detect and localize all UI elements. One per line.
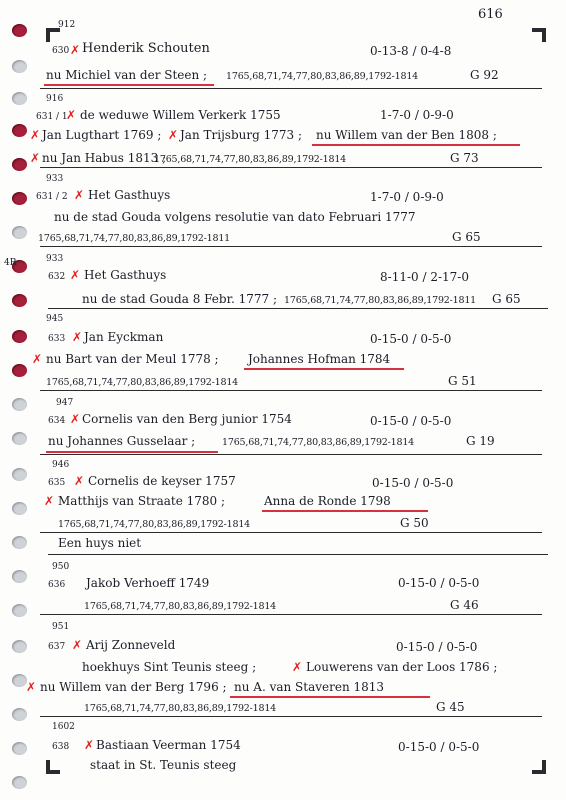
red-underline [244,368,404,370]
corner-marker [532,760,546,774]
cross-mark: ✗ [168,128,179,142]
entry-years: 1765,68,71,74,77,80,83,86,89,1792-1814 [226,71,419,82]
ruled-line [40,88,542,89]
cross-mark: ✗ [44,494,55,508]
entry-number: 638 [52,742,70,752]
entry-line: nu Bart van der Meul 1778 ; [46,352,219,366]
entry-name: Arij Zonneveld [86,638,176,652]
entry-ref: 946 [52,460,70,470]
binding-hole [12,640,27,653]
entry-values: 0-15-0 / 0-5-0 [372,476,454,490]
binding-hole [12,742,27,755]
entry-number: 630 [52,46,70,56]
entry-name: Bastiaan Veerman 1754 [96,738,241,752]
red-underline [312,144,520,146]
entry-line: nu Johannes Gusselaar ; [48,434,196,448]
entry-line: nu de stad Gouda 8 Febr. 1777 ; [82,292,278,306]
entry-values: 0-15-0 / 0-5-0 [398,740,480,754]
entry-line: nu Willem van der Ben 1808 ; [316,128,497,142]
red-underline [44,84,214,86]
binding-hole [12,294,27,307]
binding-hole [12,226,27,239]
cross-mark: ✗ [74,474,85,488]
margin-mark: 4R [4,258,17,268]
binding-hole [12,398,27,411]
entry-name: Henderik Schouten [82,41,210,56]
corner-marker [532,28,546,42]
binding-hole [12,60,27,73]
ruled-line [48,308,548,309]
entry-ref: 916 [46,94,64,104]
cross-mark: ✗ [74,188,85,202]
cross-mark: ✗ [292,660,303,674]
entry-name: Het Gasthuys [88,188,171,202]
entry-line: nu Willem van der Berg 1796 ; [40,680,227,694]
entry-ref: 945 [46,314,64,324]
entry-number: 634 [48,416,66,426]
entry-ref: 933 [46,174,64,184]
cross-mark: ✗ [72,638,83,652]
red-underline [262,510,428,512]
cross-mark: ✗ [70,43,81,57]
entry-note: Een huys niet [58,536,142,550]
entry-name: Cornelis de keyser 1757 [88,474,236,488]
ruled-line [40,390,542,391]
cross-mark: ✗ [70,412,81,426]
binding-hole [12,364,27,377]
entry-code: G 19 [466,434,495,448]
entry-values: 0-15-0 / 0-5-0 [370,414,452,428]
cross-mark: ✗ [26,680,37,694]
entry-code: G 65 [452,230,481,244]
entry-name: Jan Eyckman [84,330,164,344]
ruled-line [40,167,542,168]
entry-name: Cornelis van den Berg junior 1754 [82,412,292,426]
entry-code: G 92 [470,68,499,82]
cross-mark: ✗ [70,268,81,282]
binding-hole [12,192,27,205]
entry-number: 633 [48,334,66,344]
entry-number: 636 [48,580,66,590]
entry-years: 1765,68,71,74,77,80,83,86,89,1792-1814 [84,601,277,612]
entry-line: Anna de Ronde 1798 [264,494,391,508]
entry-years: 1765,68,71,74,77,80,83,86,89,1792-1811 [284,295,477,306]
entry-number: 631 / 1 [36,112,68,122]
cross-mark: ✗ [30,151,41,165]
binding-hole [12,330,27,343]
ruled-line [40,532,542,533]
entry-number: 632 [48,272,66,282]
entry-line: Jan Lugthart 1769 ; [42,128,162,142]
entry-values: 1-7-0 / 0-9-0 [380,108,454,122]
entry-ref: 950 [52,562,70,572]
ruled-line [40,716,542,717]
binding-hole [12,570,27,583]
entry-values: 0-15-0 / 0-5-0 [396,640,478,654]
ruled-line [40,454,542,455]
entry-line: nu de stad Gouda volgens resolutie van dato Februari 1777 [54,210,416,224]
entry-line: Louwerens van der Loos 1786 ; [306,660,498,674]
binding-hole [12,432,27,445]
entry-years: 1765,68,71,74,77,80,83,86,89,1792-1814 [154,154,347,165]
binding-hole [12,502,27,515]
binding-hole [12,158,27,171]
entry-ref: 933 [46,254,64,264]
red-underline [46,451,218,453]
entry-line: staat in St. Teunis steeg [90,758,237,772]
cross-mark: ✗ [30,128,41,142]
entry-values: 0-13-8 / 0-4-8 [370,44,452,58]
red-underline [230,696,430,698]
cross-mark: ✗ [66,108,77,122]
entry-values: 1-7-0 / 0-9-0 [370,190,444,204]
ruled-line [40,614,542,615]
binding-hole [12,776,27,789]
binding-hole [12,536,27,549]
binding-hole [12,674,27,687]
entry-name: Jakob Verhoeff 1749 [86,576,210,590]
entry-years: 1765,68,71,74,77,80,83,86,89,1792-1814 [46,377,239,388]
entry-number: 637 [48,642,66,652]
entry-line: nu Jan Habus 1813 ; [42,151,167,165]
entry-code: G 46 [450,598,479,612]
entry-code: G 73 [450,151,479,165]
entry-line: Matthijs van Straate 1780 ; [58,494,226,508]
entry-ref: 951 [52,622,70,632]
entry-number: 631 / 2 [36,192,68,202]
entry-name: Het Gasthuys [84,268,167,282]
binding-hole [12,468,27,481]
entry-name: de weduwe Willem Verkerk 1755 [80,108,281,122]
entry-line: nu Michiel van der Steen ; [46,68,208,82]
ruled-line [40,246,542,247]
entry-values: 0-15-0 / 0-5-0 [370,332,452,346]
entry-ref: 947 [56,398,74,408]
entry-line: hoekhuys Sint Teunis steeg ; [82,660,257,674]
entry-ref: 912 [58,20,76,30]
page-number: 616 [478,7,503,22]
entry-years: 1765,68,71,74,77,80,83,86,89,1792-1814 [84,703,277,714]
entry-years: 1765,68,71,74,77,80,83,86,89,1792-1814 [58,519,251,530]
entry-values: 8-11-0 / 2-17-0 [380,270,469,284]
entry-years: 1765,68,71,74,77,80,83,86,89,1792-1814 [222,437,415,448]
binding-hole [12,124,27,137]
entry-code: G 51 [448,374,477,388]
binding-hole [12,24,27,37]
entry-code: G 45 [436,700,465,714]
corner-marker [46,760,60,774]
cross-mark: ✗ [72,330,83,344]
entry-code: G 50 [400,516,429,530]
ruled-line [48,554,548,555]
binding-hole [12,708,27,721]
cross-mark: ✗ [32,352,43,366]
entry-code: G 65 [492,292,521,306]
entry-line: nu A. van Staveren 1813 [234,680,385,694]
entry-line: Jan Trijsburg 1773 ; [180,128,303,142]
cross-mark: ✗ [84,738,95,752]
entry-years: 1765,68,71,74,77,80,83,86,89,1792-1811 [38,233,231,244]
binding-hole [12,92,27,105]
entry-number: 635 [48,478,66,488]
entry-values: 0-15-0 / 0-5-0 [398,576,480,590]
entry-line: Johannes Hofman 1784 [248,352,391,366]
entry-ref: 1602 [52,722,75,732]
binding-hole [12,604,27,617]
